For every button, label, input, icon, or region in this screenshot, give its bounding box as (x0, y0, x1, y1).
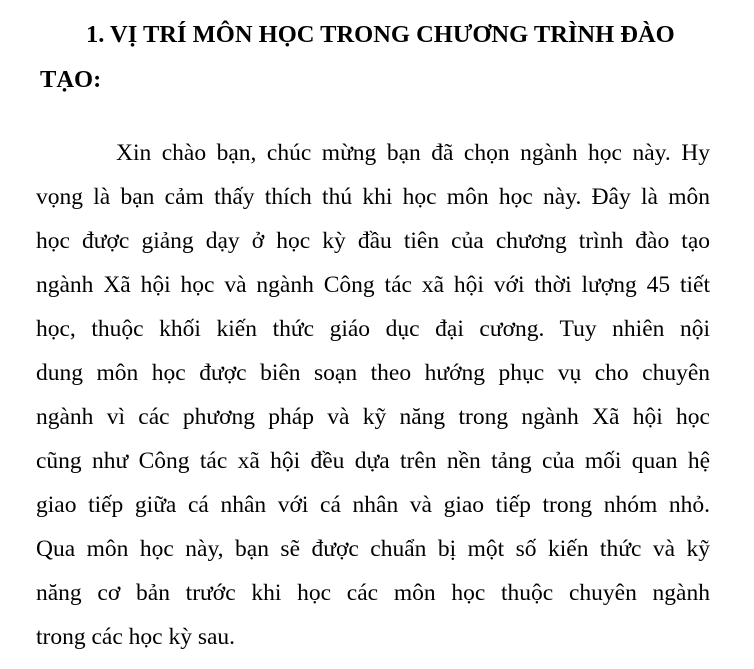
paragraph-line-10: Qua môn học này, bạn sẽ được chuẩn bị một số kiến thức và kỹ (36, 536, 710, 562)
section-heading-line-2: TẠO: (40, 66, 102, 93)
paragraph-line-2: vọng là bạn cảm thấy thích thú khi học môn học này. Đây là môn (36, 184, 710, 210)
paragraph-line-1: Xin chào bạn, chúc mừng bạn đã chọn ngành học này. Hy (116, 140, 710, 166)
paragraph-line-8: cũng như Công tác xã hội đều dựa trên nền tảng của mối quan hệ (36, 448, 710, 474)
paragraph-line-9: giao tiếp giữa cá nhân với cá nhân và giao tiếp trong nhóm nhỏ. (36, 492, 710, 518)
paragraph-line-11: năng cơ bản trước khi học các môn học thuộc chuyên ngành (36, 580, 710, 606)
paragraph-line-4: ngành Xã hội học và ngành Công tác xã hội với thời lượng 45 tiết (36, 272, 710, 298)
paragraph-line-6: dung môn học được biên soạn theo hướng phục vụ cho chuyên (36, 360, 710, 386)
paragraph-line-12: trong các học kỳ sau. (36, 624, 236, 650)
section-heading-line-1: 1. VỊ TRÍ MÔN HỌC TRONG CHƯƠNG TRÌNH ĐÀO (86, 21, 675, 48)
paragraph-line-7: ngành vì các phương pháp và kỹ năng trong ngành Xã hội học (36, 404, 710, 430)
paragraph-line-5: học, thuộc khối kiến thức giáo dục đại cương. Tuy nhiên nội (36, 316, 710, 342)
paragraph-line-3: học được giảng dạy ở học kỳ đầu tiên của chương trình đào tạo (36, 228, 710, 254)
